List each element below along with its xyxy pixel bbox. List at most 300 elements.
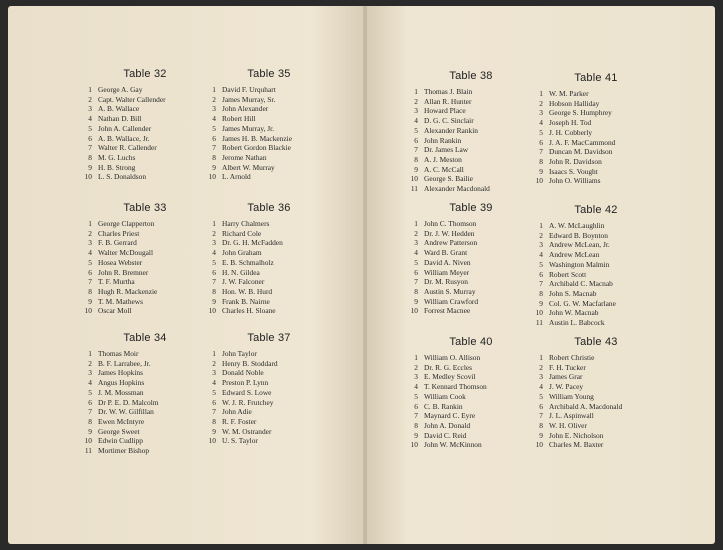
seat-row — [204, 238, 334, 248]
seat-number: 3 — [88, 238, 92, 248]
seat-row — [531, 250, 661, 260]
seat-number: 1 — [539, 89, 543, 98]
seat-number: 1 — [212, 349, 216, 358]
seat-row — [80, 143, 210, 153]
seat-row — [531, 411, 661, 421]
seat-number: 9 — [88, 296, 92, 306]
seat-row — [80, 104, 210, 114]
seat-number: 8 — [539, 420, 543, 430]
guest-name: John R. Bremner — [98, 267, 149, 277]
guest-name: W. M. Ostrander — [222, 426, 272, 436]
seat-number: 10 — [410, 306, 418, 316]
guest-name: John O. Williams — [549, 176, 601, 186]
seat-number: 4 — [539, 382, 543, 392]
seat-row — [406, 363, 536, 373]
seat-row — [204, 306, 334, 316]
guest-name: James Murray, Jr. — [222, 123, 275, 133]
guest-name: T. M. Mathews — [98, 296, 144, 306]
seat-row — [531, 289, 661, 299]
guest-name: J. M. Mossman — [98, 387, 144, 397]
seat-number: 9 — [414, 296, 418, 306]
guest-name: Walter R. Callender — [98, 143, 157, 153]
seat-row — [406, 392, 536, 402]
seat-number: 5 — [414, 125, 418, 135]
seat-number: 10 — [410, 174, 418, 184]
table-title: Table 41 — [574, 72, 618, 84]
seat-number: 9 — [539, 166, 543, 176]
guest-name: Edward S. Lowe — [222, 387, 272, 397]
seat-row — [204, 114, 334, 124]
seat-row — [406, 174, 536, 184]
guest-name: Hugh R. Mackenzie — [98, 286, 158, 296]
guest-name: John R. Davidson — [549, 156, 602, 166]
seat-row — [531, 157, 661, 167]
seat-row — [406, 97, 536, 107]
seat-row — [531, 231, 661, 241]
seat-row — [406, 372, 536, 382]
guest-name: T. F. Murtha — [98, 277, 135, 287]
seat-number: 8 — [212, 152, 216, 162]
seat-number: 3 — [88, 104, 92, 114]
guest-name: M. G. Luchs — [98, 152, 136, 162]
seat-row — [80, 238, 210, 248]
guest-name: B. F. Larrabee, Jr. — [98, 358, 151, 368]
seat-number: 5 — [212, 123, 216, 133]
seat-number: 4 — [212, 378, 216, 388]
guest-name: Dr. M. Rusyon — [424, 277, 468, 287]
seat-row — [406, 145, 536, 155]
seat-number: 1 — [212, 219, 216, 228]
table-title: Table 32 — [123, 68, 167, 80]
seat-number: 5 — [88, 257, 92, 267]
seat-number: 2 — [539, 230, 543, 240]
seat-number: 9 — [539, 298, 543, 308]
seat-number: 7 — [212, 143, 216, 153]
table-block — [204, 68, 334, 182]
seat-number: 2 — [539, 362, 543, 372]
guest-name: Mortimer Bishop — [98, 446, 150, 456]
seat-row — [80, 248, 210, 258]
guest-name: John W. Macnab — [549, 308, 599, 318]
seat-row — [406, 248, 536, 258]
seat-number: 3 — [414, 372, 418, 382]
guest-name: Dr. R. G. Eccles — [424, 362, 473, 372]
guest-name: John Graham — [222, 248, 262, 258]
guest-name: L. S. Donaldson — [98, 172, 147, 182]
seat-row — [531, 176, 661, 186]
guest-name: Charles M. Baxter — [549, 440, 604, 450]
seat-row — [406, 268, 536, 278]
seat-row — [406, 106, 536, 116]
seat-number: 9 — [414, 164, 418, 174]
guest-name: Hobson Halliday — [549, 98, 600, 108]
seat-number: 2 — [88, 228, 92, 238]
seat-number: 6 — [212, 267, 216, 277]
seat-row — [204, 287, 334, 297]
seat-number: 7 — [212, 277, 216, 287]
guest-name: W. J. R. Frutchey — [222, 397, 274, 407]
guest-name: C. B. Rankin — [424, 401, 463, 411]
guest-name: Andrew McLean — [549, 250, 600, 260]
seat-row — [531, 402, 661, 412]
guest-name: Oscar Moll — [98, 306, 132, 316]
guest-name: Harry Chalmers — [222, 219, 270, 228]
seat-row — [80, 277, 210, 287]
seat-row — [80, 446, 210, 456]
guest-name: Dr. James Law — [424, 145, 469, 155]
seat-row — [80, 407, 210, 417]
seat-row — [80, 124, 210, 134]
guest-name: William O. Allison — [424, 353, 481, 362]
seat-number: 8 — [414, 286, 418, 296]
guest-name: Edwin Cudlipp — [98, 436, 143, 446]
guest-name: George A. Gay — [98, 85, 143, 94]
seat-number: 8 — [414, 420, 418, 430]
seat-number: 7 — [88, 143, 92, 153]
table-title: Table 35 — [247, 68, 291, 80]
table-block — [80, 202, 210, 316]
seat-row — [80, 427, 210, 437]
seat-number: 6 — [212, 397, 216, 407]
guest-name: Robert Christie — [549, 353, 595, 362]
seat-row — [204, 124, 334, 134]
seat-number: 4 — [414, 248, 418, 258]
seat-number: 8 — [212, 286, 216, 296]
seat-number: 7 — [212, 407, 216, 417]
table-block — [531, 72, 661, 186]
seat-row — [531, 299, 661, 309]
guest-name: John E. Nicholson — [549, 430, 604, 440]
seat-number: 4 — [88, 248, 92, 258]
seat-row — [531, 421, 661, 431]
seat-row — [204, 95, 334, 105]
seat-row — [531, 128, 661, 138]
seat-number: 9 — [88, 162, 92, 172]
seat-row — [406, 87, 536, 97]
seat-number: 6 — [539, 401, 543, 411]
seat-number: 8 — [88, 286, 92, 296]
guest-name: William Young — [549, 391, 594, 401]
guest-name: Austin L. Babcock — [549, 318, 605, 328]
guest-name: Richard Cole — [222, 228, 262, 238]
seat-row — [406, 421, 536, 431]
seat-number: 7 — [88, 277, 92, 287]
seat-row — [80, 359, 210, 369]
guest-name: F. B. Gerrard — [98, 238, 137, 248]
seat-number: 3 — [212, 104, 216, 114]
guest-name: James H. B. Mackenzie — [222, 133, 292, 143]
seat-row — [531, 308, 661, 318]
seat-number: 10 — [84, 306, 92, 316]
seat-row — [406, 219, 536, 229]
guest-name: Thomas J. Blain — [424, 87, 473, 96]
seat-number: 5 — [212, 387, 216, 397]
guest-name: William Cook — [424, 391, 466, 401]
table-block — [204, 332, 334, 446]
guest-name: J. L. Aspinwall — [549, 411, 594, 421]
guest-name: F. H. Tucker — [549, 362, 586, 372]
seat-number: 1 — [539, 353, 543, 362]
seat-number: 5 — [414, 391, 418, 401]
guest-name: W. M. Parker — [549, 89, 589, 98]
table-block — [531, 336, 661, 450]
seat-number: 10 — [535, 308, 543, 318]
guest-name: Charles H. Sloane — [222, 306, 276, 316]
seat-row — [80, 287, 210, 297]
seat-row — [531, 270, 661, 280]
guest-name: Duncan M. Davidson — [549, 147, 613, 157]
guest-name: Col. G. W. Macfarlane — [549, 298, 616, 308]
seat-row — [80, 349, 210, 359]
guest-name: Edward B. Boynton — [549, 230, 608, 240]
guest-name: Donald Noble — [222, 368, 264, 378]
seat-number: 5 — [539, 259, 543, 269]
seat-number: 4 — [539, 118, 543, 128]
guest-name: David C. Reid — [424, 430, 467, 440]
seat-row — [80, 258, 210, 268]
seat-number: 10 — [535, 176, 543, 186]
guest-name: Albert W. Murray — [222, 162, 275, 172]
guest-name: E. Medley Scovil — [424, 372, 476, 382]
seat-row — [406, 184, 536, 194]
seat-row — [204, 436, 334, 446]
seat-row — [80, 219, 210, 229]
guest-name: John Alexander — [222, 104, 269, 114]
seat-number: 6 — [212, 133, 216, 143]
seat-number: 10 — [410, 440, 418, 450]
seat-row — [204, 388, 334, 398]
seat-number: 2 — [212, 94, 216, 104]
table-block — [80, 332, 210, 456]
seat-row — [406, 287, 536, 297]
seat-row — [204, 359, 334, 369]
seat-row — [204, 229, 334, 239]
seat-number: 7 — [414, 411, 418, 421]
seat-row — [80, 95, 210, 105]
seat-row — [531, 363, 661, 373]
seat-row — [80, 163, 210, 173]
seat-number: 4 — [414, 382, 418, 392]
guest-name: Howard Place — [424, 106, 466, 116]
guest-name: Archibald C. Macnab — [549, 279, 613, 289]
seat-number: 1 — [88, 219, 92, 228]
seat-row — [531, 440, 661, 450]
seat-row — [406, 277, 536, 287]
seat-row — [531, 89, 661, 99]
seat-row — [531, 147, 661, 157]
guest-name: Charles Priest — [98, 228, 140, 238]
seat-number: 8 — [539, 156, 543, 166]
seat-number: 5 — [414, 257, 418, 267]
seat-row — [80, 153, 210, 163]
seat-number: 8 — [88, 416, 92, 426]
seat-row — [406, 258, 536, 268]
guest-name: John A. Callender — [98, 123, 152, 133]
seat-number: 1 — [212, 85, 216, 94]
guest-name: George S. Bailie — [424, 174, 473, 184]
table-title: Table 40 — [449, 336, 493, 348]
seat-number: 3 — [212, 238, 216, 248]
guest-name: A. B. Wallace, Jr. — [98, 133, 150, 143]
seat-row — [531, 108, 661, 118]
seat-number: 5 — [539, 391, 543, 401]
seat-row — [80, 134, 210, 144]
seat-row — [204, 153, 334, 163]
seat-number: 4 — [212, 114, 216, 124]
table-title: Table 36 — [247, 202, 291, 214]
guest-name: Andrew Patterson — [424, 238, 478, 248]
seat-row — [204, 172, 334, 182]
guest-name: Austin S. Murray — [424, 286, 476, 296]
seat-row — [204, 219, 334, 229]
guest-name: R. F. Foster — [222, 416, 257, 426]
seat-row — [531, 431, 661, 441]
seat-row — [406, 382, 536, 392]
guest-name: Robert Hill — [222, 114, 256, 124]
guest-name: Archibald A. Macdonald — [549, 401, 623, 411]
guest-name: Andrew McLean, Jr. — [549, 240, 610, 250]
seat-number: 7 — [414, 277, 418, 287]
seat-number: 1 — [539, 221, 543, 230]
guest-name: A. C. McCall — [424, 164, 464, 174]
seat-row — [406, 238, 536, 248]
seat-row — [406, 306, 536, 316]
seat-row — [531, 240, 661, 250]
seat-row — [406, 353, 536, 363]
seat-row — [531, 353, 661, 363]
guest-name: William Meyer — [424, 267, 470, 277]
seat-number: 10 — [208, 306, 216, 316]
guest-name: A. B. Wallace — [98, 104, 140, 114]
table-block — [406, 70, 536, 194]
guest-name: George Clapperton — [98, 219, 155, 228]
seat-row — [80, 436, 210, 446]
guest-name: Ward B. Grant — [424, 248, 468, 258]
seat-number: 5 — [212, 257, 216, 267]
seat-number: 6 — [88, 267, 92, 277]
seat-number: 9 — [212, 296, 216, 306]
table-title: Table 42 — [574, 204, 618, 216]
guest-name: Jerome Nathan — [222, 152, 267, 162]
guest-name: Allan R. Hunter — [424, 96, 472, 106]
guest-name: Dr. W. W. Gilfillan — [98, 407, 154, 417]
guest-name: Isaacs S. Vought — [549, 166, 598, 176]
guest-name: Angus Hopkins — [98, 378, 145, 388]
seat-row — [531, 260, 661, 270]
seat-number: 4 — [88, 378, 92, 388]
table-title: Table 43 — [574, 336, 618, 348]
seat-number: 3 — [539, 108, 543, 118]
seat-number: 2 — [212, 358, 216, 368]
seat-row — [204, 378, 334, 388]
guest-name: John C. Thomson — [424, 219, 477, 228]
guest-name: Hosea Webster — [98, 257, 143, 267]
seat-number: 2 — [539, 98, 543, 108]
seat-row — [80, 306, 210, 316]
seat-row — [80, 85, 210, 95]
seat-row — [406, 126, 536, 136]
seat-row — [406, 229, 536, 239]
guest-name: Forrest Macnee — [424, 306, 471, 316]
guest-name: U. S. Taylor — [222, 436, 258, 446]
guest-name: H. B. Strong — [98, 162, 136, 172]
guest-name: Alexander Rankin — [424, 125, 478, 135]
seat-row — [204, 417, 334, 427]
seat-number: 10 — [535, 440, 543, 450]
seat-row — [531, 221, 661, 231]
book-gutter — [363, 6, 367, 544]
seat-number: 6 — [414, 401, 418, 411]
seat-row — [531, 372, 661, 382]
table-block — [531, 204, 661, 328]
guest-name: Ewen McIntyre — [98, 416, 145, 426]
guest-name: Thomas Moir — [98, 349, 139, 358]
seat-number: 4 — [539, 250, 543, 260]
guest-name: George Sweet — [98, 426, 140, 436]
seat-number: 3 — [539, 240, 543, 250]
seat-number: 6 — [539, 269, 543, 279]
seat-row — [531, 118, 661, 128]
seat-number: 1 — [88, 349, 92, 358]
guest-name: Frank B. Nairne — [222, 296, 270, 306]
seat-number: 9 — [88, 426, 92, 436]
seat-row — [204, 398, 334, 408]
table-title: Table 34 — [123, 332, 167, 344]
table-title: Table 38 — [449, 70, 493, 82]
seat-row — [204, 85, 334, 95]
guest-name: Nathan D. Bill — [98, 114, 142, 124]
seat-row — [406, 297, 536, 307]
seat-number: 2 — [88, 94, 92, 104]
seat-row — [204, 258, 334, 268]
seat-number: 4 — [88, 114, 92, 124]
guest-name: Dr P. E. D. Malcolm — [98, 397, 159, 407]
seat-number: 2 — [88, 358, 92, 368]
seat-row — [531, 382, 661, 392]
seat-row — [406, 136, 536, 146]
seat-row — [531, 318, 661, 328]
guest-name: Capt. Walter Callender — [98, 94, 166, 104]
seat-row — [80, 398, 210, 408]
seat-number: 9 — [539, 430, 543, 440]
seat-row — [204, 268, 334, 278]
seat-number: 11 — [410, 184, 418, 194]
seat-row — [204, 349, 334, 359]
seat-number: 6 — [88, 133, 92, 143]
seat-number: 6 — [88, 397, 92, 407]
seat-row — [531, 279, 661, 289]
guest-name: Robert Gordon Blackie — [222, 143, 291, 153]
guest-name: J. A. F. MacCammond — [549, 137, 616, 147]
guest-name: James Hopkins — [98, 368, 143, 378]
seat-number: 10 — [208, 436, 216, 446]
guest-name: A. J. Meston — [424, 154, 462, 164]
seat-row — [204, 163, 334, 173]
seat-row — [204, 134, 334, 144]
seat-number: 5 — [539, 127, 543, 137]
seat-number: 8 — [414, 154, 418, 164]
guest-name: James Grar — [549, 372, 583, 382]
seat-row — [204, 427, 334, 437]
table-title: Table 33 — [123, 202, 167, 214]
seat-row — [204, 297, 334, 307]
seat-row — [80, 297, 210, 307]
seat-number: 7 — [539, 279, 543, 289]
seat-row — [204, 248, 334, 258]
guest-name: James Murray, Sr. — [222, 94, 276, 104]
seat-number: 6 — [414, 135, 418, 145]
guest-name: Dr. J. W. Hedden — [424, 228, 475, 238]
